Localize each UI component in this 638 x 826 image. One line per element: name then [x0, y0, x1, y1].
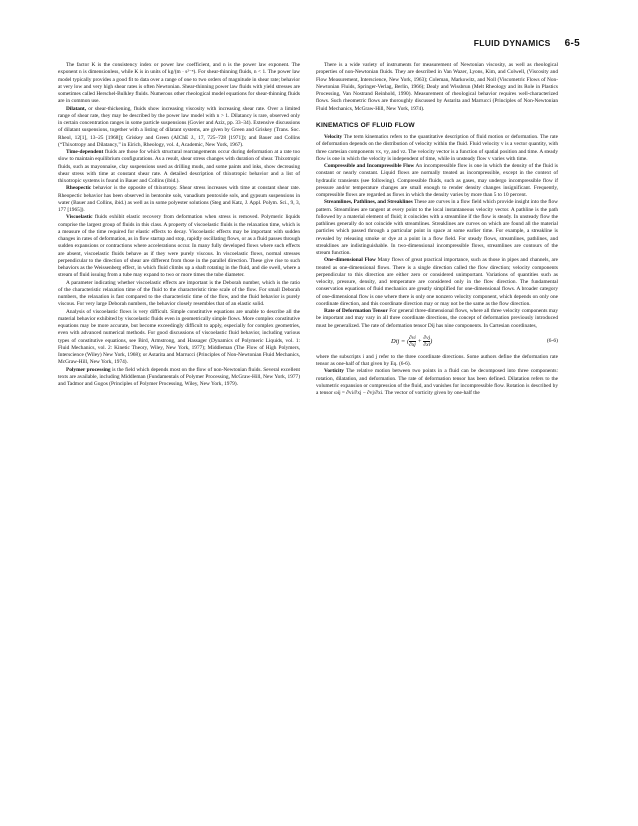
section-title: FLUID DYNAMICS [473, 38, 551, 48]
paragraph-power-law: The factor K is the consistency index or power law coefficient, and n is the power law exponent. The exponent n is dimensionless, while K is in units of kg/(m · s²⁻ⁿ). For shear-thinning fluids, n < 1. The power law model typically provides a good fit to data over a range of one to two orders of magnitude in shear rate; behavior at very low and very high shear rates is often Newtonian. Shear-thinning power law fluids with yield stresses are sometimes called Herschel-Bulkley fluids. Numerous other rheological model equations for shear-thinning fluids are in common use. [58, 62, 300, 105]
paragraph-subscripts: where the subscripts i and j refer to the three coordinate directions. Some authors define the deformation rate tensor as one-half of that given by Eq. (6-6). [316, 353, 558, 367]
paragraph-vorticity: Vorticity The relative motion between two points in a fluid can be decomposed into three components: rotation, dilatation, and deformation. The rate of deformation tensor has been defined. Dilatation refers to the volumetric expansion or compression of the fluid, and vanishes for incompressible flow. Rotation is described by a tensor ωij = ∂vi/∂xj − ∂vj/∂xi. The vector of vorticity given by one-half the [316, 368, 558, 396]
paragraph-rheopectic: Rheopectic behavior is the opposite of thixotropy. Shear stress increases with time at constant shear rate. Rheopectic behavior has been observed in bentonite sols, vanadium pentoxide sols, and gypsum suspensions in water (Bauer and Collins, ibid.) as well as in some polyester solutions (Steg and Katz, J. Appl. Polym. Sci., 9, 3, 177 [1965]). [58, 185, 300, 213]
fraction-dvi-dxj: $\frac{\partial vi}{\partial xj}$ [409, 335, 416, 349]
paragraph-velocity: Velocity The term kinematics refers to the quantitative description of fluid motion or deformation. The rate of deformation depends on the distribution of velocity within the fluid. Fluid velocity v is a vector quantity, with three cartesian components vx, vy, and vz. The velocity vector is a function of spatial position and time. A steady flow is one in which the velocity is independent of time, while in unsteady flow v varies with time. [316, 134, 558, 162]
equation-formula: Dij = ( $\frac{\partial vi}{\partial xj}$ + $\frac{\partial vj}{\partial xi}$) [391, 335, 433, 349]
paragraph-polymer-processing: Polymer processing is the field which depends most on the flow of non-Newtonian fluids. Several excellent texts are available, including Middleman (Fundamentals of Polymer Processing, McGraw-Hill, New York, 1977) and Tadmor and Gogos (Principles of Polymer Processing, Wiley, New York, 1979). [58, 366, 300, 387]
paragraph-dilatant: Dilatant, or shear-thickening, fluids show increasing viscosity with increasing shear rate. Over a limited range of shear rate, they may be described by the power law model with n > 1. Dilatancy is rare, observed only in certain concentration ranges in some particle suspensions (Govier and Aziz, pp. 33–34). Extensive discussions of dilatant suspensions, together with a listing of dilatant systems, are given by Green and Griskey (Trans. Soc. Rheol, 12[1], 13–25 [1968]); Griskey and Green (AIChE J., 17, 725–728 [1971]); and Bauer and Collins (“Thixotropy and Dilatancy,” in Eirich, Rheology, vol. 4, Academic, New York, 1967). [58, 105, 300, 148]
paragraph-compressible: Compressible and Incompressible Flow An incompressible flow is one in which the density of the fluid is constant or nearly constant. Liquid flows are normally treated as incompressible, except in the context of hydraulic transients (see following). Compressible fluids, such as gases, may undergo incompressible flow if pressure and/or temperature changes are small enough to render density changes insignificant. Frequently, compressible flows are regarded as flows in which the density varies by more than 5 to 10 percent. [316, 163, 558, 198]
paragraph-time-dependent: Time-dependent fluids are those for which structural rearrangements occur during deformation at a rate too slow to maintain equilibrium configurations. As a result, shear stress changes with duration of shear. Thixotropic fluids, such as mayonnaise, clay suspensions used as drilling muds, and some paints and inks, show decreasing shear stress with time at constant shear rate. A detailed description of thixotropic behavior and a list of thixotropic systems is found in Bauer and Collins (ibid.). [58, 149, 300, 184]
paragraph-deborah: A parameter indicating whether viscoelastic effects are important is the Deborah number, which is the ratio of the characteristic relaxation time of the fluid to the characteristic time scale of the flow. For small Deborah numbers, the relaxation is fast compared to the characteristic time of the flow, and the fluid behavior is purely viscous. For very large Deborah numbers, the behavior closely resembles that of an elastic solid. [58, 279, 300, 308]
left-column [58, 62, 300, 388]
paragraph-deformation-tensor: Rate of Deformation Tensor For general three-dimensional flows, where all three velocity components may be important and may vary in all three coordinate directions, the concept of deformation previously introduced must be generalized. The rate of deformation tensor Dij has nine components. In Cartesian coordinates, [316, 308, 559, 329]
paragraph-streamlines: Streamlines, Pathlines, and Streaklines These are curves in a flow field which provide insight into the flow pattern. Streamlines are tangent at every point to the local instantaneous velocity vector. A pathline is the path followed by a material element of fluid; it coincides with a streamline if the flow is steady. In unsteady flow the pathlines generally do not coincide with streamlines. Streaklines are curves on which are found all the material particles which passed through a particular point in space at some earlier time. For example, a streakline is revealed by releasing smoke or dye at a point in a flow field. For steady flows, streamlines, pathlines, and streaklines are indistinguishable. In two-dimensional incompressible flows, streamlines are contours of the stream function. [316, 199, 558, 256]
fraction-dvj-dxi: $\frac{\partial vj}{\partial xi}$ [423, 335, 431, 349]
paragraph-viscoelastic: Viscoelastic fluids exhibit elastic recovery from deformation when stress is removed. Polymeric liquids comprise the largest group of fluids in this class. A property of viscoelastic fluids is the relaxation time, which is a measure of the time required for elastic effects to decay. Viscoelastic effects may be important with sudden changes in rates of deformation, as in flow startup and stop, rapidly oscillating flows, or as a fluid passes through sudden expansions or contractions where accelerations occur. In many fully developed flows where such effects are absent, viscoelastic fluids behave as if they were purely viscous. In viscoelastic flows, normal stresses perpendicular to the direction of shear are different from those in the parallel direction. These give rise to such behaviors as the Weissenberg effect, in which fluid climbs up a shaft rotating in the fluid, and die swell, where a stream of fluid issuing from a tube may expand to two or more times the tube diameter. [58, 214, 300, 279]
right-column [316, 62, 558, 397]
equation-6-6 [316, 334, 558, 350]
equation-number: (6-6) [546, 338, 558, 345]
running-header [474, 38, 580, 49]
paragraph-analysis: Analysis of viscoelastic flows is very difficult. Simple constitutive equations are unable to describe all the material behavior exhibited by viscoelastic fluids even in geometrically simple flows. More complex constitutive equations may be more accurate, but become exceedingly difficult to apply, especially for complex geometries, even with advanced numerical methods. For good discussions of viscoelastic fluid behavior, including various types of constitutive equations, see Bird, Armstrong, and Hassager (Dynamics of Polymeric Liquids, vol. 1: Fluid Mechanics, vol. 2: Kinetic Theory, Wiley, New York, 1977); Middleman (The Flow of High Polymers, Interscience (Wiley) New York, 1968); or Astarita and Marrucci (Principles of Non-Newtonian Fluid Mechanics, McGraw-Hill, New York, 1974). [58, 308, 300, 366]
paragraph-instruments: There is a wide variety of instruments for measurement of Newtonian viscosity, as well as rheological properties of non-Newtonian fluids. They are described in Van Wazer, Lyons, Kim, and Colwell, (Viscosity and Flow Measurement, Interscience, New York, 1963); Coleman, Markowitz, and Noll (Viscometric Flows of Non-Newtonian Fluids, Springer-Verlag, Berlin, 1966); Dealy and Wissbrun (Melt Rheology and its Role in Plastics Processing, Van Nostrand Reinhold, 1990). Measurement of rheological behavior requires well-characterized flows. Such rheometric flows are thoroughly discussed by Astarita and Marrucci (Principles of Non-Newtonian Fluid Mechanics, McGraw-Hill, New York, 1974). [316, 62, 558, 112]
section-heading: KINEMATICS OF FLUID FLOW [316, 121, 415, 129]
paragraph-one-dimensional: One-dimensional Flow Many flows of great practical importance, such as those in pipes and channels, are treated as one-dimensional flows. There is a single direction called the flow direction; velocity components perpendicular to this direction are either zero or considered unimportant. Variations of quantities such as velocity, pressure, density, and temperature are considered only in the flow direction. The fundamental conservation equations of fluid mechanics are greatly simplified for one-dimensional flows. A broader category of one-dimensional flow is one where there is only one nonzero velocity component, which depends on only one coordinate direction, and this coordinate direction may or may not be the same as the flow direction. [316, 257, 558, 307]
page-number: 6-5 [564, 38, 580, 49]
